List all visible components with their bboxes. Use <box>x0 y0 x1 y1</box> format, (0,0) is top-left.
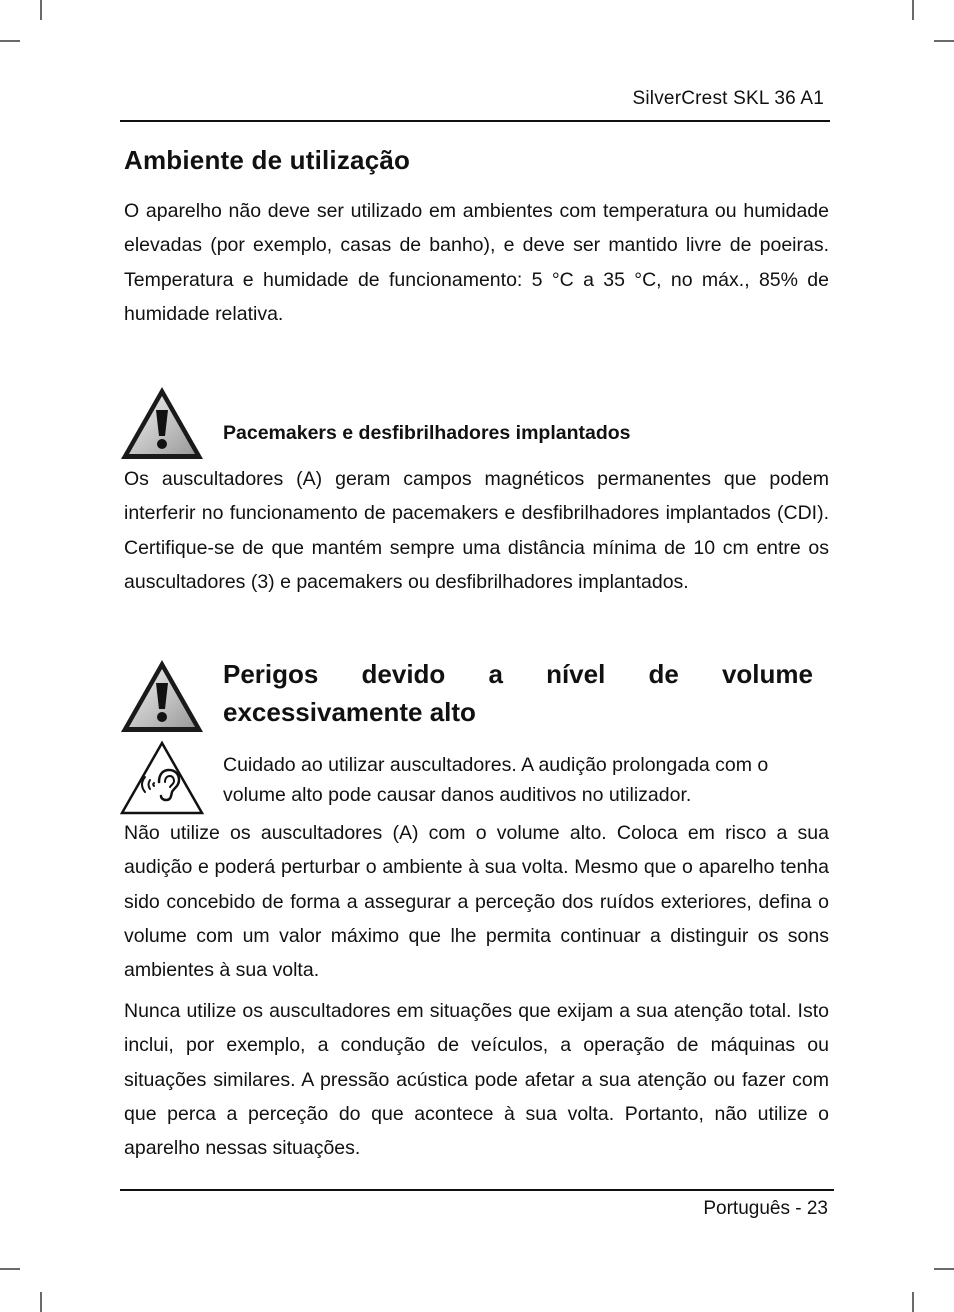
crop-mark <box>912 1292 914 1312</box>
warning-heading-volume: Perigos devido a nível de volume excessivamente alto <box>223 659 813 727</box>
crop-mark <box>40 0 42 20</box>
footer-rule <box>120 1189 834 1191</box>
warning-heading-pacemakers: Pacemakers e desfibrilhadores implantados <box>223 422 631 444</box>
header-rule <box>120 120 830 122</box>
crop-mark <box>934 1268 954 1270</box>
crop-mark <box>934 40 954 42</box>
crop-mark <box>912 0 914 20</box>
crop-mark <box>0 1268 20 1270</box>
page-number: Português - 23 <box>703 1198 828 1219</box>
hearing-warning-note: Cuidado ao utilizar auscultadores. A audição prolongada com o volume alto pode causar danos auditivos no utilizador. <box>223 754 769 806</box>
warning-body-volume-1: Não utilize os auscultadores (A) com o volume alto. Coloca em risco a sua audição e poderá perturbar o ambiente à sua volta. Mesmo que o aparelho tenha sido concebido de forma a assegurar a perceção dos ruídos exteriores, defina o volume com um valor máximo que lhe permita continuar a distinguir os sons ambientes à sua volta. <box>124 822 829 982</box>
warning-body-volume-2: Nunca utilize os auscultadores em situações que exijam a sua atenção total. Isto inclui, por exemplo, a condução de veículos, a operação de máquinas ou situações similares. A pressão acústica pode afetar a sua atenção ou fazer com que perca a perceção do que acontece à sua volta. Portanto, não utilize o aparelho nessas situações. <box>124 1000 829 1160</box>
section-heading-environment: Ambiente de utilização <box>124 145 411 175</box>
section-body-environment: O aparelho não deve ser utilizado em ambientes com temperatura ou humidade elevadas (por exemplo, casas de banho), e deve ser mantido livre de poeiras. Temperatura e humidade de funcionamento: 5 °C a 35 °C, no máx., 85% de humidade relativa. <box>124 200 829 325</box>
crop-mark <box>0 40 20 42</box>
warning-triangle-icon <box>118 657 206 735</box>
warning-body-pacemakers: Os auscultadores (A) geram campos magnéticos permanentes que podem interferir no funcionamento de pacemakers e desfibrilhadores implantados (CDI). Certifique-se de que mantém sempre uma distância mínima de 10 cm entre os auscultadores (3) e pacemakers ou desfibrilhadores implantados. <box>124 468 829 593</box>
document-title: SilverCrest SKL 36 A1 <box>632 88 824 109</box>
hearing-damage-icon <box>119 740 205 816</box>
crop-mark <box>40 1292 42 1312</box>
warning-triangle-icon <box>118 384 206 462</box>
